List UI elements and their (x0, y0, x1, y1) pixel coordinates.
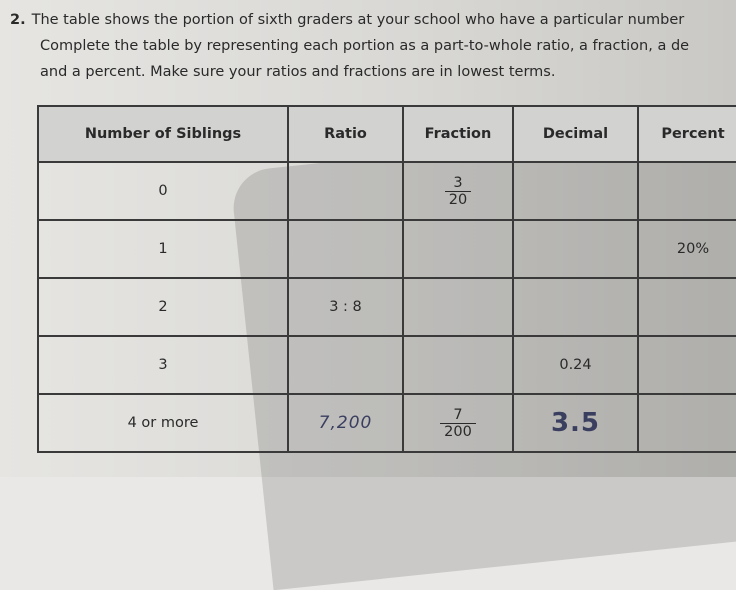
fraction (440, 407, 476, 440)
fraction-cell[interactable] (403, 394, 513, 452)
percent-cell[interactable] (638, 336, 736, 394)
header-ratio: Ratio (288, 106, 403, 162)
fraction-numerator: 7 (453, 406, 463, 423)
siblings-cell: 0 (38, 162, 288, 220)
fraction-cell[interactable] (403, 278, 513, 336)
question-line-3: and a percent. Make sure your ratios and fractions are in lowest terms. (40, 64, 556, 80)
siblings-table (37, 105, 736, 453)
fraction-cell[interactable] (403, 336, 513, 394)
header-siblings: Number of Siblings (38, 106, 288, 162)
fraction-cell[interactable] (403, 220, 513, 278)
decimal-cell[interactable] (513, 162, 638, 220)
table-row (38, 278, 736, 336)
percent-cell[interactable] (638, 278, 736, 336)
ratio-cell[interactable] (288, 220, 403, 278)
fraction-numerator: 3 (453, 174, 463, 191)
percent-cell[interactable]: 20% (638, 220, 736, 278)
siblings-cell: 1 (38, 220, 288, 278)
percent-cell[interactable] (638, 162, 736, 220)
siblings-cell: 3 (38, 336, 288, 394)
percent-cell[interactable] (638, 394, 736, 452)
fraction-denominator: 20 (445, 191, 471, 208)
ratio-cell[interactable]: 3 : 8 (288, 278, 403, 336)
fraction (445, 175, 471, 208)
header-decimal: Decimal (513, 106, 638, 162)
decimal-cell[interactable] (513, 394, 638, 452)
siblings-cell: 4 or more (38, 394, 288, 452)
header-row (38, 106, 736, 162)
table-row (38, 220, 736, 278)
question-line-2: Complete the table by representing each portion as a part-to-whole ratio, a fraction, a de (40, 38, 690, 54)
ratio-cell[interactable] (288, 162, 403, 220)
table-row (38, 394, 736, 452)
ratio-cell[interactable] (288, 336, 403, 394)
ratio-cell[interactable] (288, 394, 403, 452)
question-line-1: 2. The table shows the portion of sixth graders at your school who have a particular number (10, 12, 685, 28)
handwritten-decimal: 3.5 (550, 408, 601, 438)
table-row (38, 162, 736, 220)
header-percent: Percent (638, 106, 736, 162)
decimal-cell[interactable] (513, 278, 638, 336)
fraction-cell[interactable] (403, 162, 513, 220)
question-text (10, 7, 736, 85)
decimal-cell[interactable]: 0.24 (513, 336, 638, 394)
fraction-denominator: 200 (440, 423, 476, 440)
question-number: 2. (10, 12, 26, 28)
header-fraction: Fraction (403, 106, 513, 162)
decimal-cell[interactable] (513, 220, 638, 278)
siblings-cell: 2 (38, 278, 288, 336)
table-row (38, 336, 736, 394)
handwritten-ratio: 7,200 (318, 413, 373, 433)
